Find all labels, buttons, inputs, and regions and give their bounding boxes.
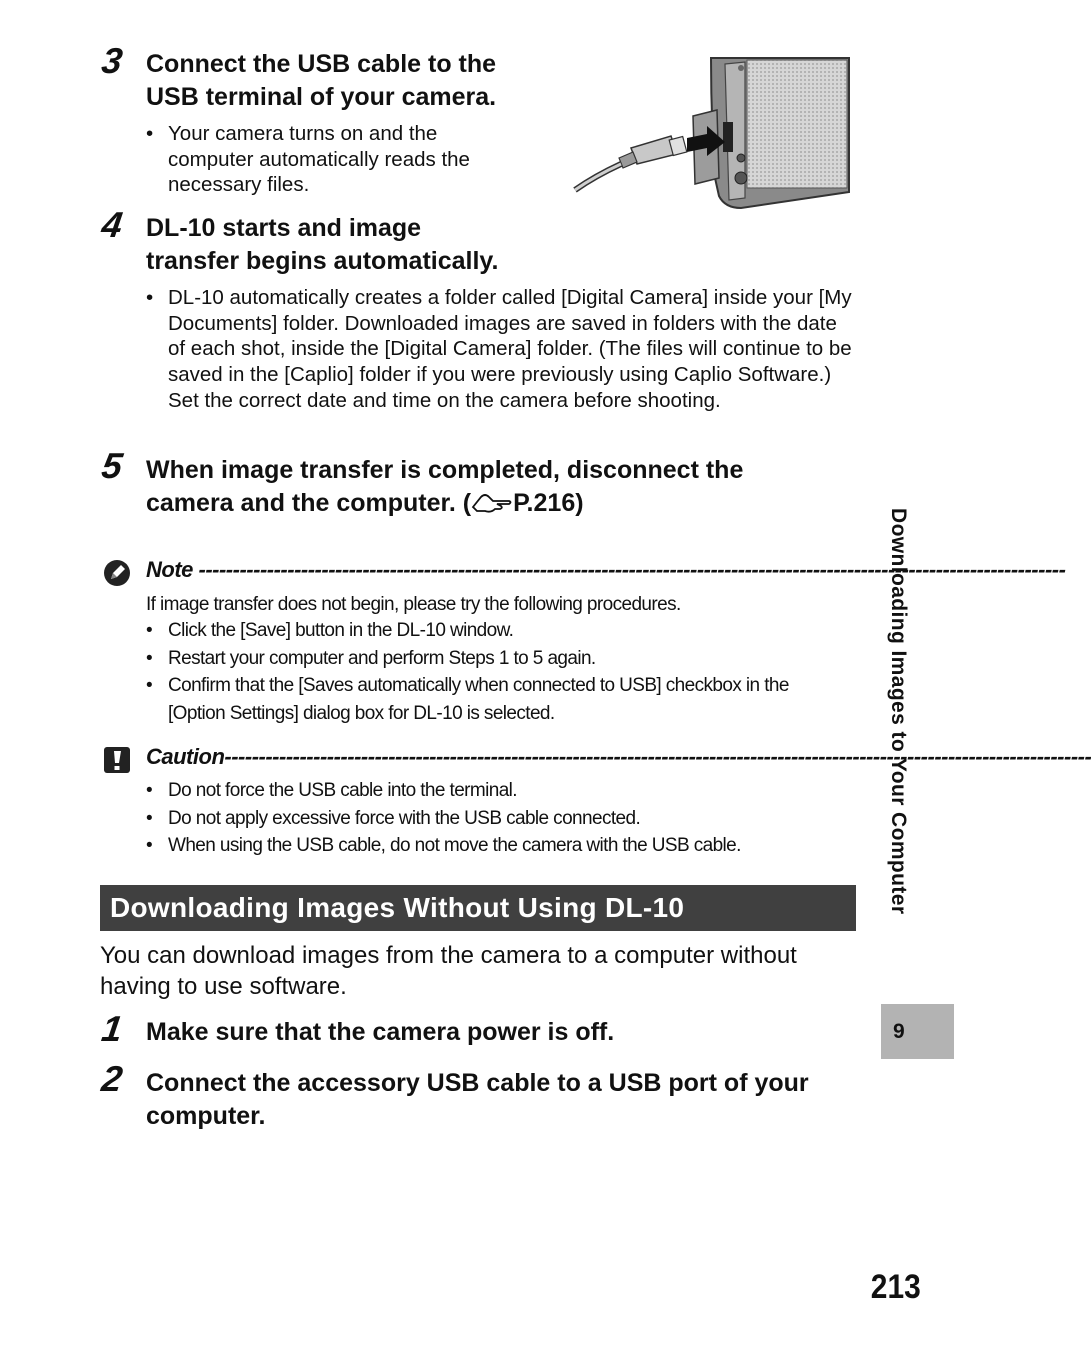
step-5-title <box>146 454 866 520</box>
step-4-title-line2: transfer begins automatically. <box>146 247 499 275</box>
section-intro: You can download images from the camera to a computer without having to use software. <box>100 942 797 1000</box>
list-item: • Click the [Save] button in the DL-10 window. <box>146 617 836 645</box>
caution-list <box>146 777 846 860</box>
section-heading: Downloading Images Without Using DL-10 <box>100 885 856 931</box>
pencil-note-icon <box>102 558 132 588</box>
page-number: 213 <box>871 1268 921 1306</box>
list-item: • Confirm that the [Saves automatically when connected to USB] checkbox in the [Option Settings] dialog box for DL-10 is selected. <box>146 672 836 727</box>
pointing-hand-reference-icon[interactable] <box>471 491 513 515</box>
step-4-title <box>146 212 498 278</box>
step-5-number: 5 <box>99 445 125 486</box>
step-5-title-line1: When image transfer is completed, disconnect the <box>146 456 744 484</box>
list-item: • Do not force the USB cable into the terminal. <box>146 777 846 805</box>
step-3-number: 3 <box>99 40 125 81</box>
step-3-title-line2: USB terminal of your camera. <box>146 83 497 111</box>
step-3-title-line1: Connect the USB cable to the <box>146 50 497 78</box>
note-list <box>146 617 836 727</box>
list-item: • Your camera turns on and the computer automatically reads the necessary files. <box>146 121 546 198</box>
step-2-title-line1: Connect the accessory USB cable to a USB port of your <box>146 1069 809 1097</box>
note-intro: If image transfer does not begin, please try the following procedures. <box>146 594 681 615</box>
list-item: • DL-10 automatically creates a folder called [Digital Camera] inside your [My Documents] folder. Downloaded images are saved in folders with the date of each shot, inside the [Digital Camera] folder. (The files will continue to be saved in the [Caplio] folder if you were previously using Caplio Software.) Set the correct date and time on the camera before shooting. <box>146 285 852 414</box>
step-2-title <box>146 1067 866 1133</box>
step-4-number: 4 <box>99 204 125 245</box>
chapter-side-tab: Downloading Images to Your Computer <box>887 508 910 915</box>
list-item: • Do not apply excessive force with the USB cable connected. <box>146 805 846 833</box>
step-4-bullets <box>146 285 852 414</box>
step-3-title <box>146 48 496 114</box>
list-item: • When using the USB cable, do not move the camera with the USB cable. <box>146 832 846 860</box>
caution-heading: Caution------------------------------------------------------------------------------------------------------------------------------- <box>146 744 1091 769</box>
step-2-number: 2 <box>99 1058 125 1099</box>
note-heading: Note ------------------------------------------------------------------------------------------------------------------------------- <box>146 557 1066 582</box>
step-4-title-line1: DL-10 starts and image <box>146 214 422 242</box>
step-3-bullets <box>146 121 546 198</box>
step-1-number: 1 <box>99 1008 125 1049</box>
chapter-number-tab: 9 <box>881 1004 954 1059</box>
step-5-title-line2: camera and the computer. ( P.216) <box>146 489 584 517</box>
step-5-reference[interactable]: P.216) <box>513 489 584 517</box>
step-2-title-line2: computer. <box>146 1102 266 1130</box>
exclamation-caution-icon <box>102 745 132 775</box>
list-item: • Restart your computer and perform Steps 1 to 5 again. <box>146 645 836 673</box>
camera-usb-connection-icon <box>575 58 851 210</box>
step-1-title: Make sure that the camera power is off. <box>146 1018 615 1046</box>
